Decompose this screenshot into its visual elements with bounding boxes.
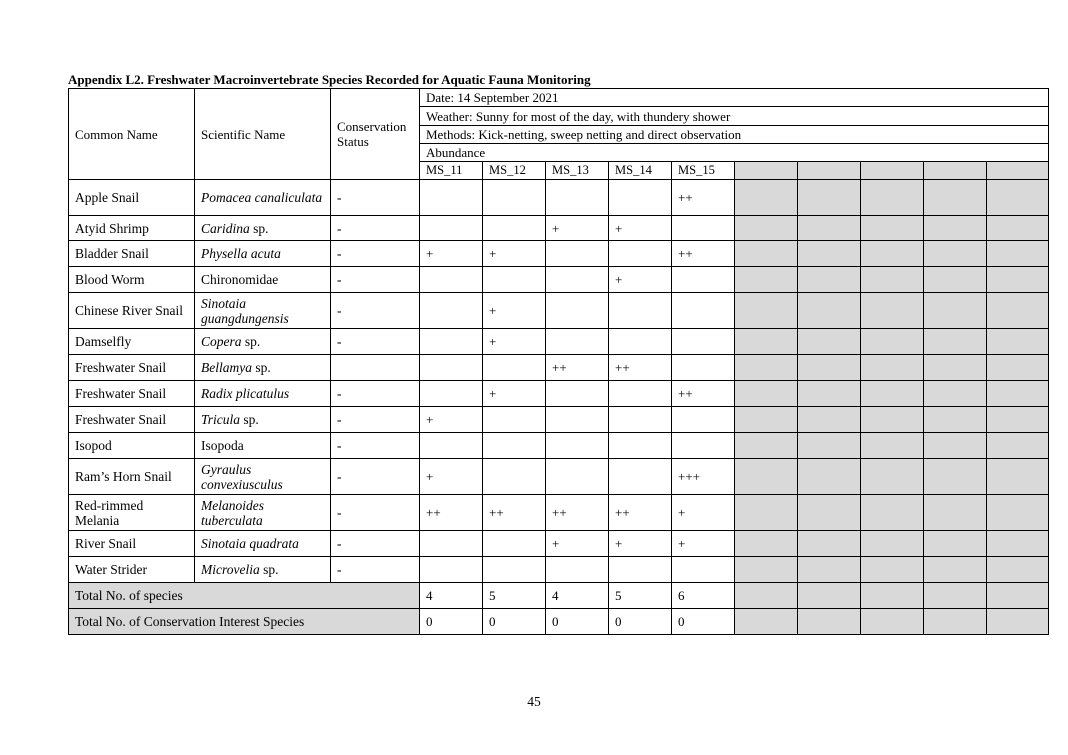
abundance-cell bbox=[483, 433, 546, 459]
common-name-cell: Freshwater Snail bbox=[69, 381, 195, 407]
empty-column-cell bbox=[861, 381, 924, 407]
header-date: Date: 14 September 2021 bbox=[420, 89, 1049, 107]
common-name-cell: Ram’s Horn Snail bbox=[69, 459, 195, 495]
empty-column-cell bbox=[735, 583, 798, 609]
empty-column-cell bbox=[987, 216, 1049, 241]
empty-column-cell bbox=[924, 293, 987, 329]
empty-column-cell bbox=[987, 381, 1049, 407]
table-row bbox=[69, 329, 1049, 355]
empty-column-cell bbox=[924, 583, 987, 609]
abundance-cell: + bbox=[546, 216, 609, 241]
empty-column-cell bbox=[735, 495, 798, 531]
scientific-name-cell bbox=[195, 293, 331, 329]
abundance-cell bbox=[609, 433, 672, 459]
abundance-cell: + bbox=[420, 459, 483, 495]
abundance-cell bbox=[483, 557, 546, 583]
empty-column-cell bbox=[861, 241, 924, 267]
table-row bbox=[69, 180, 1049, 216]
empty-column-cell bbox=[798, 459, 861, 495]
header-site: MS_14 bbox=[609, 162, 672, 180]
header-abundance: Abundance bbox=[420, 144, 1049, 162]
abundance-cell bbox=[546, 293, 609, 329]
scientific-name-cell bbox=[195, 267, 331, 293]
table-row bbox=[69, 381, 1049, 407]
table-row bbox=[69, 531, 1049, 557]
common-name-cell: Atyid Shrimp bbox=[69, 216, 195, 241]
empty-column-cell bbox=[987, 267, 1049, 293]
scientific-name-suffix: sp. bbox=[240, 412, 259, 427]
abundance-cell bbox=[483, 531, 546, 557]
scientific-name-suffix: sp. bbox=[241, 334, 261, 349]
empty-column-cell bbox=[798, 355, 861, 381]
abundance-cell bbox=[420, 329, 483, 355]
abundance-cell bbox=[546, 459, 609, 495]
empty-column-cell bbox=[924, 216, 987, 241]
empty-column-cell bbox=[924, 495, 987, 531]
scientific-name: Chironomidae bbox=[201, 272, 279, 287]
header-methods: Methods: Kick-netting, sweep netting and direct observation bbox=[420, 126, 1049, 144]
abundance-cell bbox=[420, 557, 483, 583]
table-row bbox=[69, 495, 1049, 531]
abundance-cell bbox=[546, 381, 609, 407]
scientific-name: Melanoides tuberculata bbox=[201, 497, 264, 528]
scientific-name: Bellamya bbox=[201, 360, 252, 375]
empty-column-cell bbox=[987, 407, 1049, 433]
empty-column-cell bbox=[861, 162, 924, 180]
scientific-name-cell bbox=[195, 216, 331, 241]
empty-column-cell bbox=[798, 180, 861, 216]
abundance-cell bbox=[420, 381, 483, 407]
empty-column-cell bbox=[924, 459, 987, 495]
empty-column-cell bbox=[798, 433, 861, 459]
empty-column-cell bbox=[798, 531, 861, 557]
empty-column-cell bbox=[735, 216, 798, 241]
abundance-cell bbox=[672, 355, 735, 381]
abundance-cell bbox=[609, 329, 672, 355]
common-name-cell: Red-rimmed Melania bbox=[69, 495, 195, 531]
table-row bbox=[69, 557, 1049, 583]
scientific-name: Caridina bbox=[201, 220, 250, 236]
empty-column-cell bbox=[798, 609, 861, 635]
empty-column-cell bbox=[798, 557, 861, 583]
empty-column-cell bbox=[861, 459, 924, 495]
empty-column-cell bbox=[735, 293, 798, 329]
empty-column-cell bbox=[735, 531, 798, 557]
empty-column-cell bbox=[924, 180, 987, 216]
abundance-cell bbox=[609, 293, 672, 329]
abundance-cell: + bbox=[483, 293, 546, 329]
table-row bbox=[69, 267, 1049, 293]
conservation-status-cell: - bbox=[331, 557, 420, 583]
conservation-status-cell: - bbox=[331, 381, 420, 407]
abundance-cell bbox=[546, 557, 609, 583]
empty-column-cell bbox=[924, 329, 987, 355]
abundance-cell bbox=[420, 355, 483, 381]
scientific-name-cell bbox=[195, 381, 331, 407]
species-table bbox=[68, 88, 1049, 635]
header-conservation-status: Conservation Status bbox=[331, 89, 420, 180]
abundance-cell bbox=[672, 433, 735, 459]
empty-column-cell bbox=[798, 583, 861, 609]
common-name-cell: Bladder Snail bbox=[69, 241, 195, 267]
empty-column-cell bbox=[798, 162, 861, 180]
header-row-date bbox=[69, 89, 1049, 107]
conservation-status-cell: - bbox=[331, 329, 420, 355]
empty-column-cell bbox=[861, 329, 924, 355]
empty-column-cell bbox=[987, 557, 1049, 583]
abundance-cell: + bbox=[420, 407, 483, 433]
empty-column-cell bbox=[987, 583, 1049, 609]
abundance-cell: + bbox=[609, 267, 672, 293]
empty-column-cell bbox=[924, 433, 987, 459]
empty-column-cell bbox=[987, 459, 1049, 495]
abundance-cell bbox=[609, 381, 672, 407]
scientific-name-cell bbox=[195, 459, 331, 495]
header-scientific-name: Scientific Name bbox=[195, 89, 331, 180]
abundance-cell bbox=[483, 459, 546, 495]
empty-column-cell bbox=[798, 267, 861, 293]
empty-column-cell bbox=[987, 241, 1049, 267]
abundance-cell bbox=[672, 216, 735, 241]
abundance-cell bbox=[546, 433, 609, 459]
table-row bbox=[69, 293, 1049, 329]
empty-column-cell bbox=[798, 216, 861, 241]
scientific-name: Gyraulus convexiusculus bbox=[201, 461, 283, 492]
abundance-cell: + bbox=[420, 241, 483, 267]
empty-column-cell bbox=[924, 381, 987, 407]
empty-column-cell bbox=[987, 293, 1049, 329]
common-name-cell: Isopod bbox=[69, 433, 195, 459]
empty-column-cell bbox=[924, 557, 987, 583]
abundance-cell bbox=[420, 180, 483, 216]
abundance-cell bbox=[420, 216, 483, 241]
common-name-cell: Water Strider bbox=[69, 557, 195, 583]
abundance-cell bbox=[609, 180, 672, 216]
common-name-cell: Damselfly bbox=[69, 329, 195, 355]
scientific-name: Radix plicatulus bbox=[201, 386, 290, 401]
scientific-name: Tricula bbox=[201, 412, 241, 427]
abundance-cell bbox=[420, 531, 483, 557]
abundance-cell bbox=[483, 180, 546, 216]
totals-value: 0 bbox=[483, 609, 546, 635]
empty-column-cell bbox=[861, 557, 924, 583]
empty-column-cell bbox=[987, 329, 1049, 355]
header-site: MS_11 bbox=[420, 162, 483, 180]
header-weather: Weather: Sunny for most of the day, with thundery shower bbox=[420, 107, 1049, 126]
empty-column-cell bbox=[735, 433, 798, 459]
table-row bbox=[69, 433, 1049, 459]
table-row bbox=[69, 407, 1049, 433]
abundance-cell: ++ bbox=[609, 355, 672, 381]
abundance-cell bbox=[672, 293, 735, 329]
totals-value: 5 bbox=[609, 583, 672, 609]
abundance-cell bbox=[609, 407, 672, 433]
abundance-cell: ++ bbox=[483, 495, 546, 531]
scientific-name-cell bbox=[195, 329, 331, 355]
abundance-cell bbox=[546, 329, 609, 355]
abundance-cell: + bbox=[609, 216, 672, 241]
abundance-cell bbox=[483, 216, 546, 241]
header-common-name: Common Name bbox=[69, 89, 195, 180]
empty-column-cell bbox=[798, 381, 861, 407]
empty-column-cell bbox=[924, 267, 987, 293]
conservation-status-cell: - bbox=[331, 407, 420, 433]
scientific-name: Sinotaia quadrata bbox=[201, 536, 299, 551]
totals-value: 0 bbox=[546, 609, 609, 635]
scientific-name-cell bbox=[195, 241, 331, 267]
empty-column-cell bbox=[924, 162, 987, 180]
conservation-status-cell bbox=[331, 355, 420, 381]
empty-column-cell bbox=[924, 531, 987, 557]
abundance-cell bbox=[672, 407, 735, 433]
scientific-name: Sinotaia guangdungensis bbox=[201, 295, 289, 326]
empty-column-cell bbox=[987, 180, 1049, 216]
empty-column-cell bbox=[861, 433, 924, 459]
empty-column-cell bbox=[798, 495, 861, 531]
abundance-cell bbox=[420, 293, 483, 329]
empty-column-cell bbox=[735, 381, 798, 407]
scientific-name-suffix: sp. bbox=[249, 220, 269, 236]
abundance-cell bbox=[546, 180, 609, 216]
abundance-cell: ++ bbox=[546, 355, 609, 381]
empty-column-cell bbox=[987, 609, 1049, 635]
empty-column-cell bbox=[798, 293, 861, 329]
abundance-cell bbox=[483, 407, 546, 433]
empty-column-cell bbox=[861, 531, 924, 557]
totals-value: 0 bbox=[609, 609, 672, 635]
abundance-cell: + bbox=[672, 495, 735, 531]
empty-column-cell bbox=[735, 162, 798, 180]
common-name-cell: Freshwater Snail bbox=[69, 355, 195, 381]
abundance-cell bbox=[609, 557, 672, 583]
conservation-status-cell: - bbox=[331, 459, 420, 495]
totals-value: 0 bbox=[672, 609, 735, 635]
empty-column-cell bbox=[924, 407, 987, 433]
abundance-cell bbox=[483, 267, 546, 293]
abundance-cell: + bbox=[672, 531, 735, 557]
empty-column-cell bbox=[861, 180, 924, 216]
abundance-cell bbox=[420, 433, 483, 459]
page-number: 45 bbox=[527, 694, 541, 709]
common-name-cell: River Snail bbox=[69, 531, 195, 557]
empty-column-cell bbox=[987, 162, 1049, 180]
abundance-cell: ++ bbox=[672, 381, 735, 407]
abundance-cell bbox=[483, 355, 546, 381]
scientific-name-cell bbox=[195, 407, 331, 433]
empty-column-cell bbox=[735, 241, 798, 267]
table-caption: Appendix L2. Freshwater Macroinvertebrate Species Recorded for Aquatic Fauna Monitoring bbox=[68, 72, 591, 87]
scientific-name-cell bbox=[195, 180, 331, 216]
abundance-cell bbox=[546, 241, 609, 267]
conservation-status-cell: - bbox=[331, 433, 420, 459]
empty-column-cell bbox=[735, 407, 798, 433]
empty-column-cell bbox=[735, 459, 798, 495]
empty-column-cell bbox=[861, 583, 924, 609]
abundance-cell bbox=[420, 267, 483, 293]
abundance-cell: + bbox=[483, 241, 546, 267]
totals-row bbox=[69, 609, 1049, 635]
empty-column-cell bbox=[987, 495, 1049, 531]
totals-value: 5 bbox=[483, 583, 546, 609]
header-site: MS_13 bbox=[546, 162, 609, 180]
abundance-cell bbox=[609, 241, 672, 267]
scientific-name: Copera bbox=[201, 334, 242, 349]
empty-column-cell bbox=[798, 407, 861, 433]
conservation-status-cell: - bbox=[331, 531, 420, 557]
abundance-cell: + bbox=[483, 381, 546, 407]
table-body bbox=[69, 89, 1049, 635]
abundance-cell bbox=[546, 407, 609, 433]
abundance-cell bbox=[672, 267, 735, 293]
abundance-cell: ++ bbox=[546, 495, 609, 531]
empty-column-cell bbox=[798, 241, 861, 267]
abundance-cell: ++ bbox=[672, 241, 735, 267]
abundance-cell: ++ bbox=[672, 180, 735, 216]
empty-column-cell bbox=[861, 267, 924, 293]
abundance-cell: ++ bbox=[609, 495, 672, 531]
empty-column-cell bbox=[798, 329, 861, 355]
scientific-name: Physella acuta bbox=[201, 246, 281, 261]
table-row bbox=[69, 355, 1049, 381]
common-name-cell: Freshwater Snail bbox=[69, 407, 195, 433]
empty-column-cell bbox=[735, 609, 798, 635]
common-name-cell: Chinese River Snail bbox=[69, 293, 195, 329]
totals-value: 4 bbox=[546, 583, 609, 609]
header-site: MS_15 bbox=[672, 162, 735, 180]
scientific-name-cell bbox=[195, 433, 331, 459]
empty-column-cell bbox=[987, 531, 1049, 557]
abundance-cell: +++ bbox=[672, 459, 735, 495]
conservation-status-cell: - bbox=[331, 293, 420, 329]
common-name-cell: Blood Worm bbox=[69, 267, 195, 293]
scientific-name-suffix: sp. bbox=[251, 360, 271, 375]
totals-label: Total No. of Conservation Interest Species bbox=[69, 609, 420, 635]
scientific-name: Microvelia bbox=[201, 562, 260, 577]
common-name-cell: Apple Snail bbox=[69, 180, 195, 216]
abundance-cell: + bbox=[483, 329, 546, 355]
totals-value: 4 bbox=[420, 583, 483, 609]
empty-column-cell bbox=[861, 355, 924, 381]
empty-column-cell bbox=[735, 180, 798, 216]
totals-row bbox=[69, 583, 1049, 609]
empty-column-cell bbox=[861, 407, 924, 433]
empty-column-cell bbox=[735, 557, 798, 583]
empty-column-cell bbox=[735, 329, 798, 355]
empty-column-cell bbox=[861, 609, 924, 635]
scientific-name-cell bbox=[195, 557, 331, 583]
empty-column-cell bbox=[735, 355, 798, 381]
conservation-status-cell: - bbox=[331, 267, 420, 293]
conservation-status-cell: - bbox=[331, 495, 420, 531]
table-row bbox=[69, 459, 1049, 495]
empty-column-cell bbox=[735, 267, 798, 293]
abundance-cell bbox=[672, 329, 735, 355]
totals-label: Total No. of species bbox=[69, 583, 420, 609]
abundance-cell bbox=[672, 557, 735, 583]
totals-value: 0 bbox=[420, 609, 483, 635]
totals-value: 6 bbox=[672, 583, 735, 609]
conservation-status-cell: - bbox=[331, 180, 420, 216]
scientific-name-cell bbox=[195, 355, 331, 381]
scientific-name: Pomacea canaliculata bbox=[201, 190, 323, 205]
empty-column-cell bbox=[987, 433, 1049, 459]
abundance-cell bbox=[609, 459, 672, 495]
abundance-cell bbox=[546, 267, 609, 293]
scientific-name-cell bbox=[195, 495, 331, 531]
empty-column-cell bbox=[861, 495, 924, 531]
empty-column-cell bbox=[861, 293, 924, 329]
empty-column-cell bbox=[987, 355, 1049, 381]
scientific-name-cell bbox=[195, 531, 331, 557]
abundance-cell: + bbox=[609, 531, 672, 557]
empty-column-cell bbox=[924, 355, 987, 381]
abundance-cell: ++ bbox=[420, 495, 483, 531]
empty-column-cell bbox=[861, 216, 924, 241]
header-site: MS_12 bbox=[483, 162, 546, 180]
table-row bbox=[69, 216, 1049, 241]
conservation-status-cell: - bbox=[331, 216, 420, 241]
empty-column-cell bbox=[924, 241, 987, 267]
abundance-cell: + bbox=[546, 531, 609, 557]
conservation-status-cell: - bbox=[331, 241, 420, 267]
scientific-name-suffix: sp. bbox=[259, 562, 279, 577]
empty-column-cell bbox=[924, 609, 987, 635]
table-row bbox=[69, 241, 1049, 267]
scientific-name: Isopoda bbox=[201, 438, 244, 453]
